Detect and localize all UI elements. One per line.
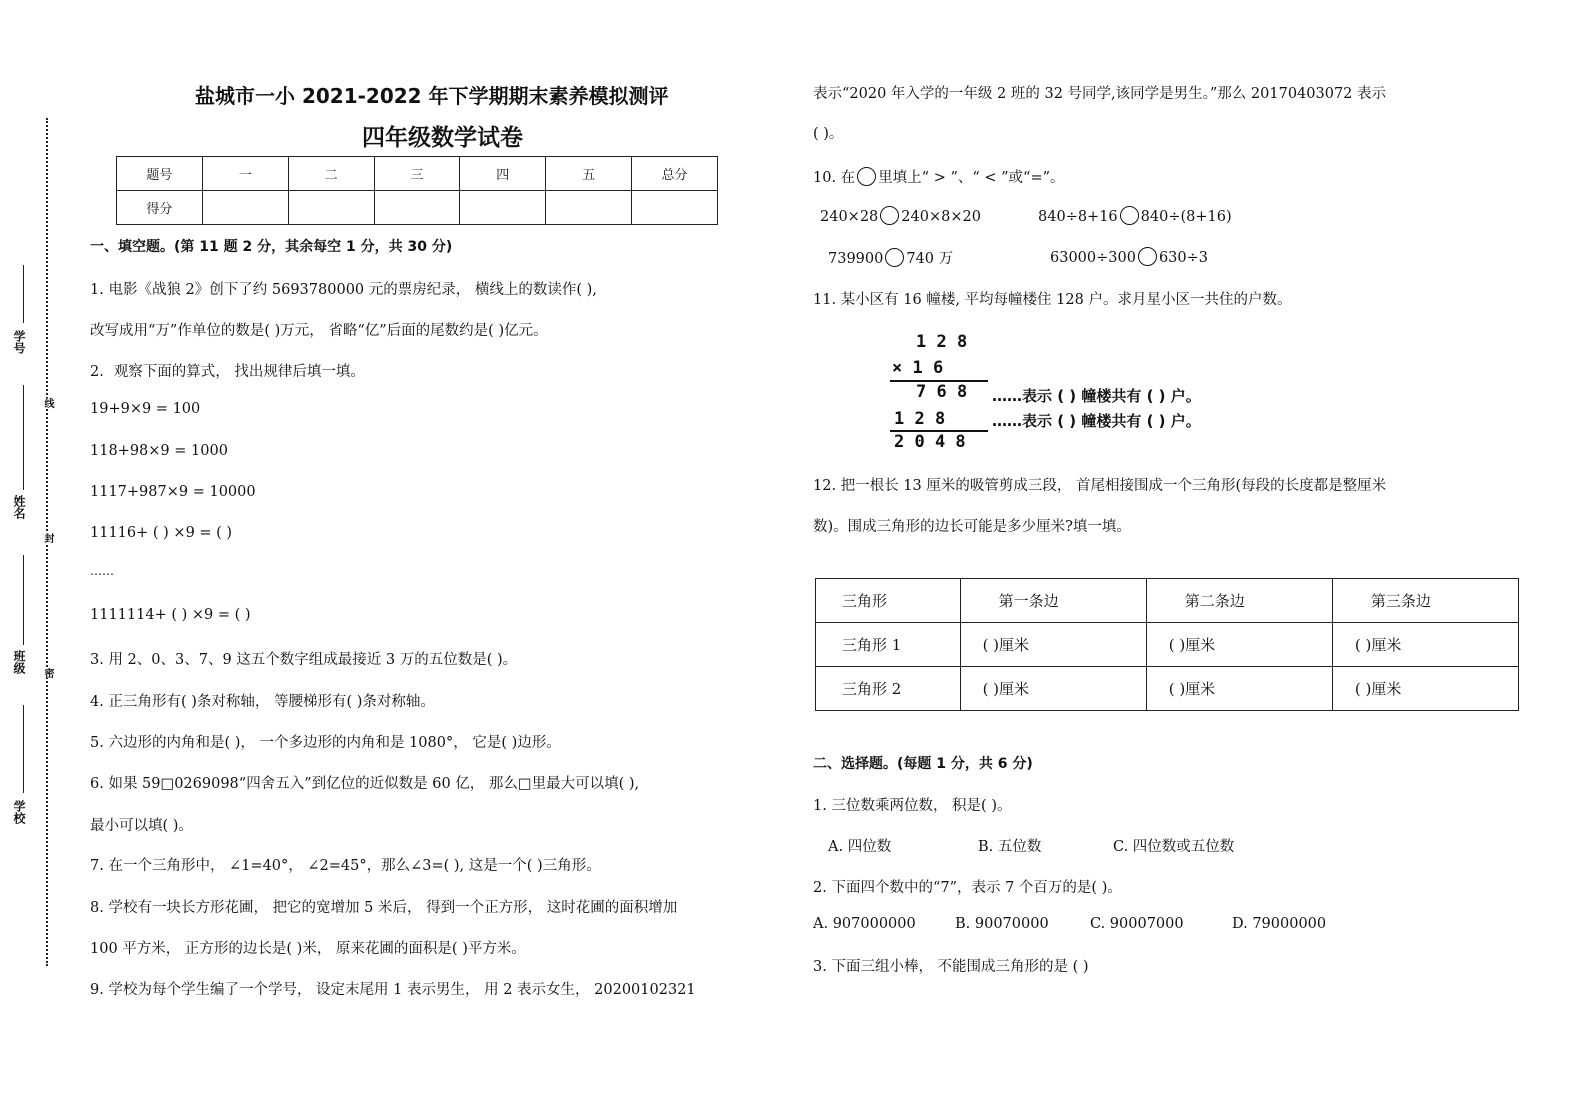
q11: 11. 某小区有 16 幢楼, 平均每幢楼住 128 户。求月星小区一共住的户数。 — [813, 292, 1292, 308]
s2-q1-option-b[interactable]: B. 五位数 — [978, 839, 1042, 855]
compare-1-right: 240×8×20 — [901, 209, 981, 225]
q8-line2: 100 平方米， 正方形的边长是( )米， 原来花圃的面积是( )平方米。 — [90, 941, 526, 957]
tri-answer-cell[interactable]: ( )厘米 — [1146, 623, 1332, 667]
score-cell: 三 — [374, 157, 460, 191]
score-input-cell[interactable] — [202, 191, 288, 225]
mult-row-4: 1 2 8 — [894, 409, 946, 429]
s2-q2-option-b[interactable]: B. 90070000 — [955, 916, 1049, 932]
compare-1-left: 240×28 — [820, 209, 879, 225]
tri-answer-cell[interactable]: ( )厘米 — [960, 623, 1146, 667]
compare-4-right: 630÷3 — [1158, 250, 1209, 266]
tri-row-label: 三角形 1 — [816, 623, 961, 667]
mult-row-1: 1 2 8 — [916, 332, 968, 352]
q3: 3. 用 2、0、3、7、9 这五个数字组成最接近 3 万的五位数是( )。 — [90, 652, 518, 668]
compare-3-right: 740 万 — [906, 251, 954, 267]
q2-ellipsis: …… — [90, 564, 114, 578]
q10-post: 里填上“ > ”、“ < ”或“=”。 — [878, 170, 1065, 186]
compare-1 — [820, 206, 981, 225]
compare-circle-icon[interactable] — [1120, 206, 1139, 225]
tri-answer-cell[interactable]: ( )厘米 — [960, 667, 1146, 711]
compare-4 — [1050, 247, 1208, 266]
q8-line1: 8. 学校有一块长方形花圃， 把它的宽增加 5 米后， 得到一个正方形， 这时花圃的面积增加 — [90, 900, 678, 916]
q9-line1: 9. 学校为每个学生编了一个学号， 设定末尾用 1 表示男生， 用 2 表示女生， 20200102321 — [90, 982, 696, 998]
q1-line2: 改写成用“万”作单位的数是( )万元， 省略“亿”后面的尾数约是( )亿元。 — [90, 323, 548, 339]
compare-4-left: 63000÷300 — [1050, 250, 1136, 266]
score-table-header-row — [117, 157, 718, 191]
q2-eq1: 19+9×9 = 100 — [90, 401, 201, 417]
q2-eq3: 1117+987×9 = 10000 — [90, 484, 256, 500]
s2-q2: 2. 下面四个数中的“7”，表示 7 个百万的是( )。 — [813, 880, 1122, 896]
q12-line2: 数)。围成三角形的边长可能是多少厘米?填一填。 — [813, 519, 1131, 535]
section2-heading: 二、选择题。(每题 1 分，共 6 分) — [813, 756, 1033, 772]
compare-2-right: 840÷(8+16) — [1140, 209, 1232, 225]
triangle-table-header — [816, 579, 1519, 623]
cut-mark-seal: 封 — [42, 533, 53, 543]
score-table-score-row — [117, 191, 718, 225]
compare-3-left: 739900 — [828, 251, 884, 267]
binding-line-2 — [23, 385, 24, 490]
compare-circle-icon[interactable] — [1138, 247, 1157, 266]
circle-icon — [857, 167, 876, 186]
compare-circle-icon[interactable] — [885, 248, 904, 267]
compare-3 — [828, 247, 953, 268]
mult-row-5: 2 0 4 8 — [894, 432, 966, 452]
s2-q1: 1. 三位数乘两位数， 积是( )。 — [813, 798, 1012, 814]
s2-q1-option-c[interactable]: C. 四位数或五位数 — [1113, 839, 1235, 855]
cut-mark-secret: 密 — [42, 668, 53, 678]
score-cell: 一 — [202, 157, 288, 191]
q5: 5. 六边形的内角和是( )， 一个多边形的内角和是 1080°， 它是( )边形。 — [90, 735, 561, 751]
score-cell: 二 — [288, 157, 374, 191]
q2-prompt: 2．观察下面的算式， 找出规律后填一填。 — [90, 364, 365, 380]
score-input-cell[interactable] — [460, 191, 546, 225]
mult-note-2: ……表示 ( ) 幢楼共有 ( ) 户。 — [992, 412, 1201, 430]
triangle-table-row — [816, 667, 1519, 711]
multiplication-figure — [880, 330, 1265, 460]
q6-line2: 最小可以填( )。 — [90, 818, 193, 834]
compare-2 — [1038, 206, 1232, 225]
cut-mark-line: 线 — [42, 398, 53, 408]
score-table — [116, 156, 718, 225]
s2-q2-option-a[interactable]: A. 907000000 — [813, 916, 916, 932]
q2-eq4: 11116+ ( ) ×9 = ( ) — [90, 525, 233, 541]
q4: 4. 正三角形有( )条对称轴， 等腰梯形有( )条对称轴。 — [90, 694, 435, 710]
label-name: 姓名 — [12, 495, 26, 519]
q2-eq2: 118+98×9 = 1000 — [90, 443, 228, 459]
score-input-cell[interactable] — [288, 191, 374, 225]
binding-line-3 — [23, 555, 24, 645]
tri-header-cell: 第一条边 — [960, 579, 1146, 623]
section1-heading: 一、填空题。(第 11 题 2 分，其余每空 1 分，共 30 分) — [90, 239, 453, 255]
q7: 7. 在一个三角形中， ∠1=40°， ∠2=45°，那么∠3=( ), 这是一个( )三角形。 — [90, 858, 601, 874]
s2-q2-option-c[interactable]: C. 90007000 — [1090, 916, 1184, 932]
score-input-cell[interactable] — [374, 191, 460, 225]
tri-answer-cell[interactable]: ( )厘米 — [1146, 667, 1332, 711]
s2-q1-option-a[interactable]: A. 四位数 — [828, 839, 892, 855]
q2-eq5: 1111114+ ( ) ×9 = ( ) — [90, 607, 251, 623]
tri-answer-cell[interactable]: ( )厘米 — [1332, 667, 1518, 711]
tri-header-cell: 第三条边 — [1332, 579, 1518, 623]
q9-line2: 表示“2020 年入学的一年级 2 班的 32 号同学,该同学是男生。”那么 20170403072 表示 — [813, 86, 1387, 102]
score-cell: 四 — [460, 157, 546, 191]
score-cell: 题号 — [117, 157, 203, 191]
q10-prompt — [813, 166, 1065, 187]
q9-line3: ( )。 — [813, 126, 844, 142]
tri-answer-cell[interactable]: ( )厘米 — [1332, 623, 1518, 667]
tri-row-label: 三角形 2 — [816, 667, 961, 711]
mult-note-1: ……表示 ( ) 幢楼共有 ( ) 户。 — [992, 387, 1201, 405]
exam-subtitle: 四年级数学试卷 — [362, 125, 523, 151]
mult-row-2: × 1 6 — [892, 358, 944, 378]
q6-line1: 6. 如果 59□0269098“四舍五入”到亿位的近似数是 60 亿， 那么□里最大可以填( ), — [90, 776, 640, 792]
score-cell: 五 — [546, 157, 632, 191]
s2-q3: 3. 下面三组小棒， 不能围成三角形的是 ( ) — [813, 959, 1089, 975]
tri-header-cell: 三角形 — [816, 579, 961, 623]
tri-header-cell: 第二条边 — [1146, 579, 1332, 623]
score-cell: 得分 — [117, 191, 203, 225]
score-cell: 总分 — [632, 157, 718, 191]
triangle-table-row — [816, 623, 1519, 667]
label-class: 班级 — [12, 650, 26, 674]
binding-line-4 — [23, 705, 24, 793]
triangle-table — [815, 578, 1519, 711]
compare-2-left: 840÷8+16 — [1038, 209, 1118, 225]
binding-line-1 — [23, 265, 24, 323]
q10-pre: 10. 在 — [813, 170, 856, 186]
q1-line1: 1. 电影《战狼 2》创下了约 5693780000 元的票房纪录， 横线上的数读作( ), — [90, 282, 597, 298]
label-student-id: 学号 — [12, 330, 26, 354]
score-input-cell[interactable] — [546, 191, 632, 225]
exam-title: 盐城市一小 2021-2022 年下学期期末素养模拟测评 — [195, 84, 669, 108]
mult-row-3: 7 6 8 — [916, 382, 968, 402]
s2-q2-option-d[interactable]: D. 79000000 — [1232, 916, 1327, 932]
label-school: 学校 — [12, 800, 26, 824]
compare-circle-icon[interactable] — [880, 206, 899, 225]
score-input-cell[interactable] — [632, 191, 718, 225]
q12-line1: 12. 把一根长 13 厘米的吸管剪成三段， 首尾相接围成一个三角形(每段的长度都是整厘米 — [813, 478, 1387, 494]
